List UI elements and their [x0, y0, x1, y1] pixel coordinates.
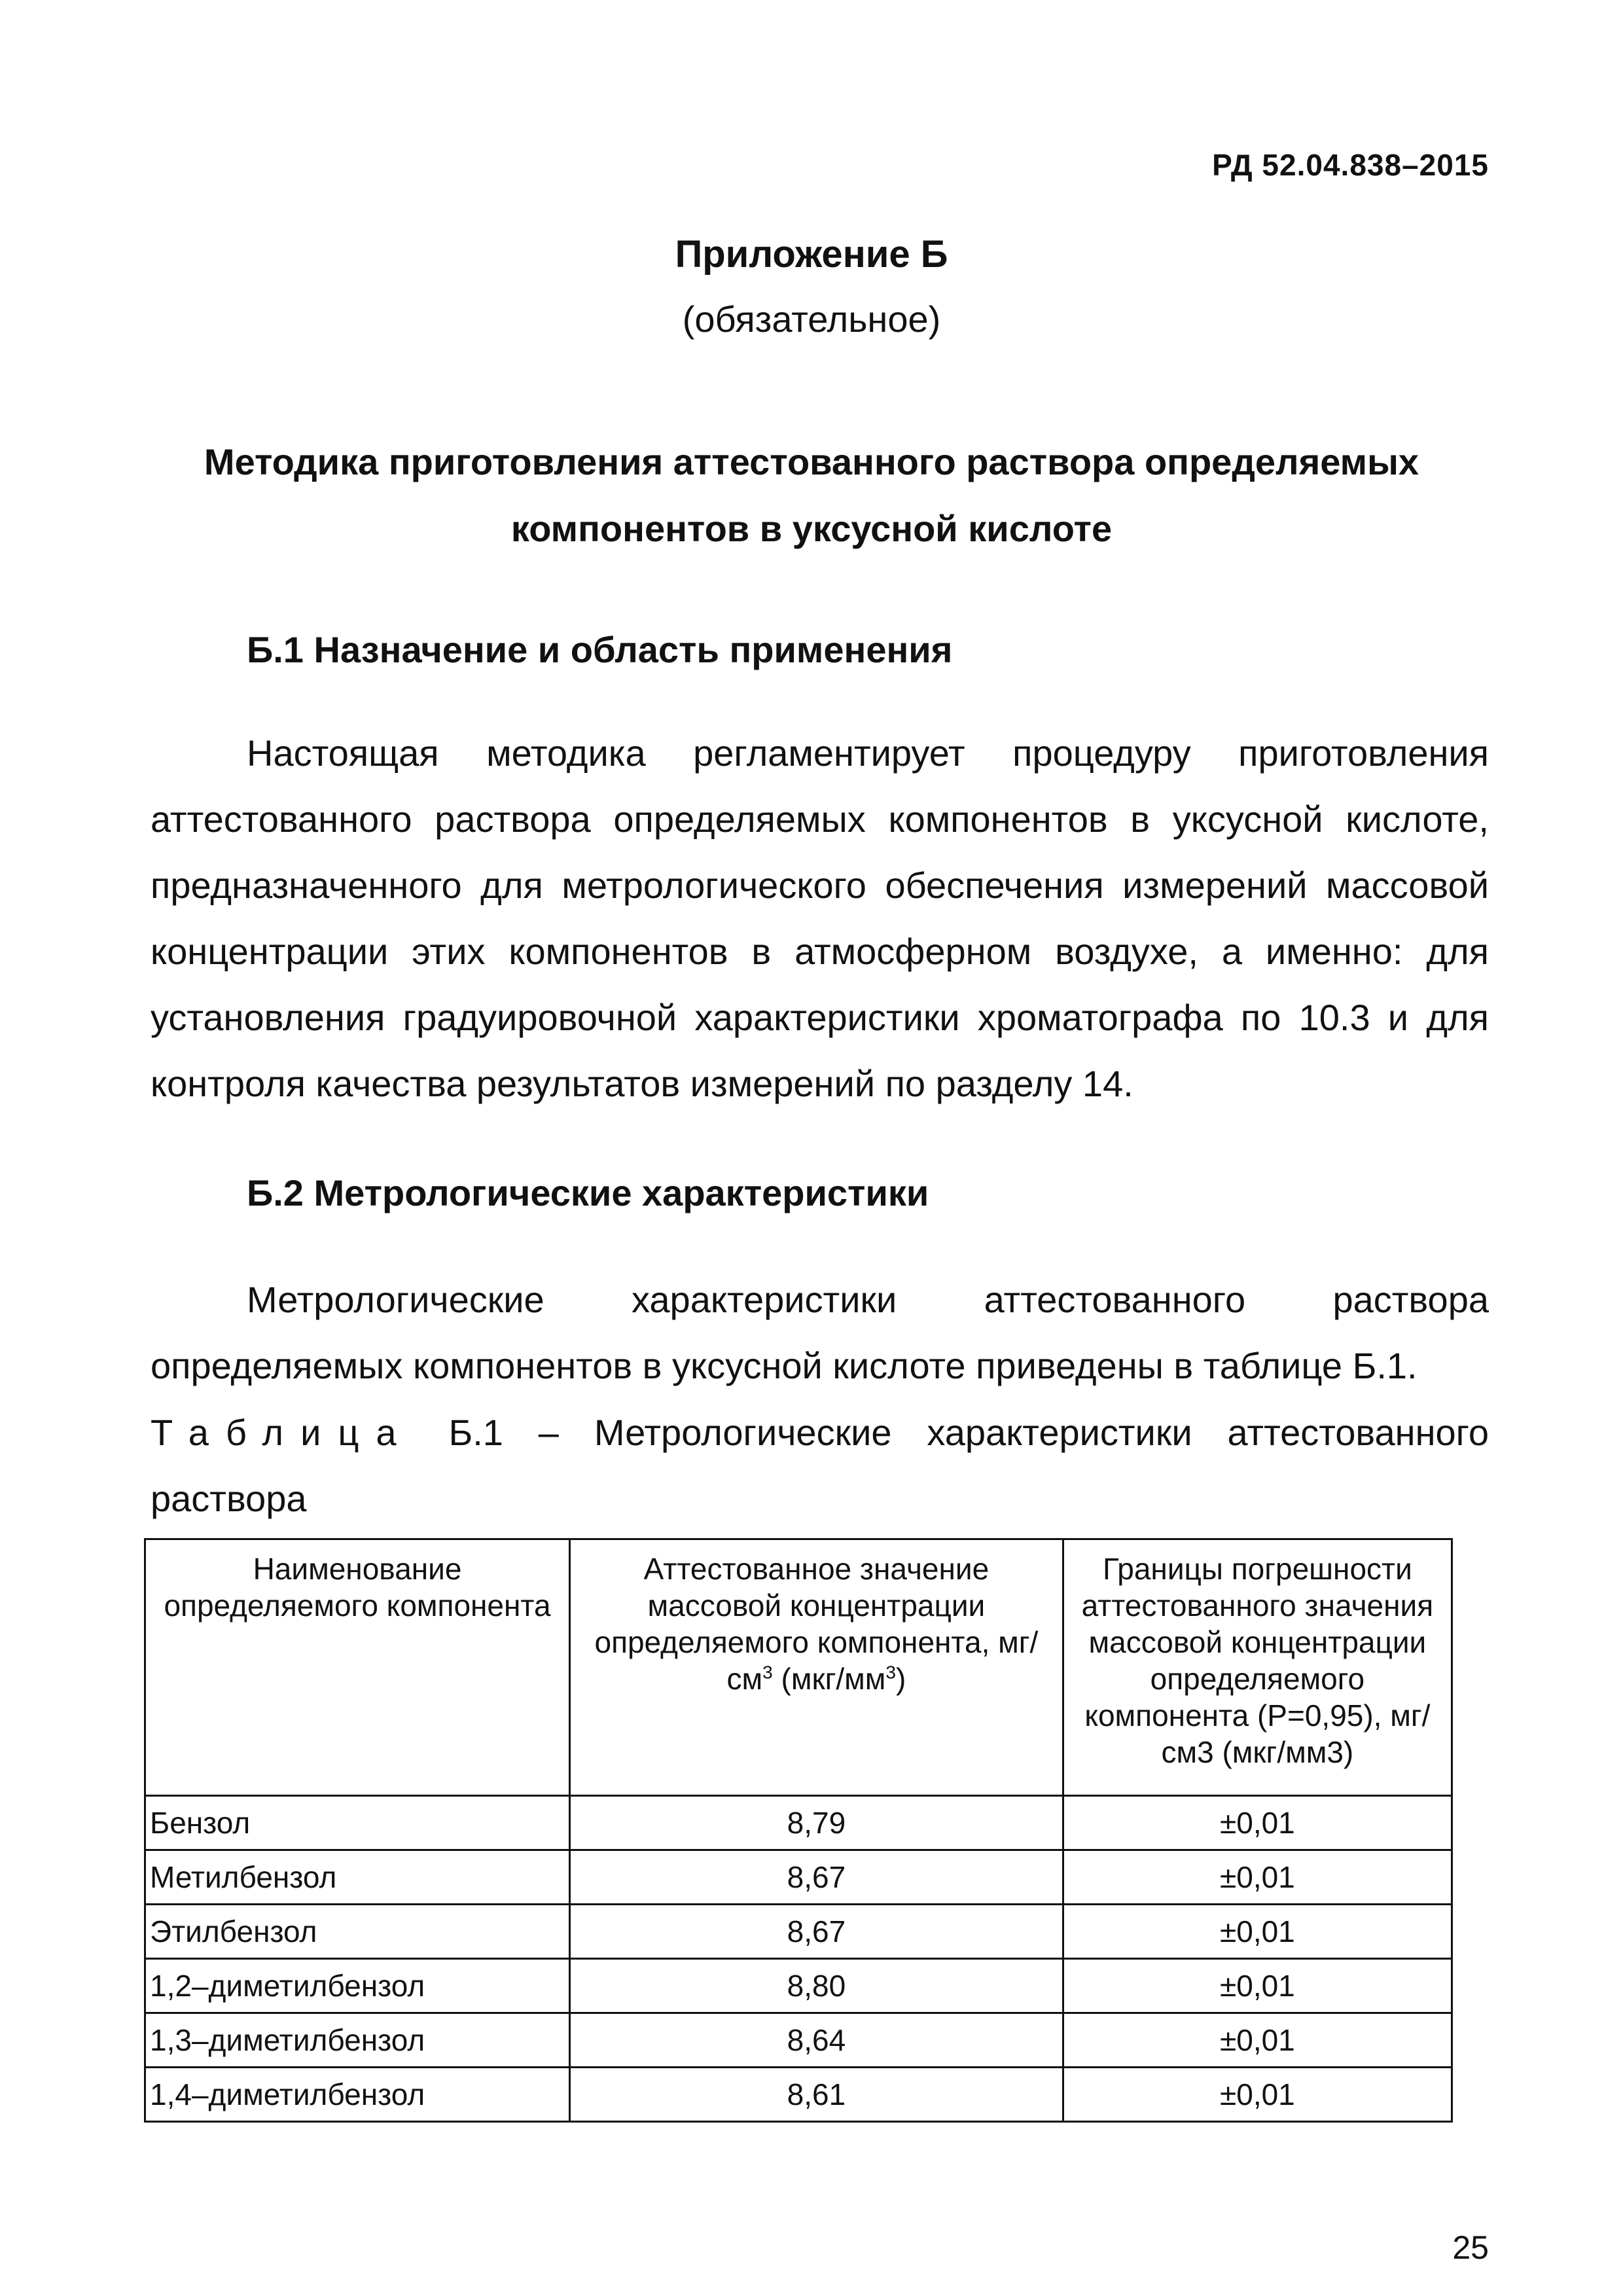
section-b1-paragraph	[151, 720, 1489, 1117]
cell-component: 1,3–диметилбензол	[145, 2013, 570, 2068]
cell-value: 8,61	[570, 2068, 1063, 2122]
header-component: Наименование определяемого компонента	[145, 1539, 570, 1796]
header-certified-value-close: )	[895, 1662, 906, 1696]
cell-value: 8,67	[570, 1905, 1063, 1959]
header-certified-value-text: Аттестованное значение массовой концентрации определяемого компонента, мг/см	[594, 1552, 1039, 1696]
cell-value: 8,67	[570, 1850, 1063, 1905]
table-header-row	[145, 1539, 1452, 1796]
table-caption-word: Таблица	[151, 1412, 414, 1453]
cell-value: 8,80	[570, 1959, 1063, 2013]
main-title: Методика приготовления аттестованного раствора определяемых компонентов в уксусной кислоте	[204, 441, 1419, 549]
table-row	[145, 1850, 1452, 1905]
cell-component: Этилбензол	[145, 1905, 570, 1959]
cell-value: 8,79	[570, 1796, 1063, 1850]
cell-error: ±0,01	[1063, 1850, 1452, 1905]
cell-error: ±0,01	[1063, 1905, 1452, 1959]
cell-error: ±0,01	[1063, 2013, 1452, 2068]
annex-status: (обязательное)	[682, 298, 941, 340]
table-row	[145, 1796, 1452, 1850]
header-error-bounds: Границы погрешности аттестованного значения массовой концентрации определяемого компонента (Р=0,95), мг/см3 (мкг/мм3)	[1063, 1539, 1452, 1796]
cell-error: ±0,01	[1063, 2068, 1452, 2122]
section-b1-text: Настоящая методика регламентирует процедуру приготовления аттестованного раствора определяемых компонентов в уксусной кислоте, предназначенного для метрологического обеспечения измерений массовой концентрации этих компонентов в атмосферном воздухе, а именно: для установления градуировочной характеристики хроматографа по 10.3 и для контроля качества результатов измерений по разделу 14.	[151, 732, 1489, 1104]
annex-title: Приложение Б	[675, 233, 948, 276]
section-b2-paragraph	[151, 1266, 1489, 1399]
section-b2-text: Метрологические характеристики аттестованного раствора определяемых компонентов в уксусной кислоте приведены в таблице Б.1.	[151, 1279, 1489, 1386]
metrological-table	[144, 1538, 1453, 2123]
header-certified-value-unit: (мкг/мм	[772, 1662, 886, 1696]
cell-component: 1,4–диметилбензол	[145, 2068, 570, 2122]
cell-error: ±0,01	[1063, 1959, 1452, 2013]
header-sup-1: 3	[762, 1662, 773, 1683]
section-b2-heading: Б.2 Метрологические характеристики	[247, 1172, 929, 1213]
table-caption	[151, 1399, 1489, 1532]
page-number: 25	[1452, 2229, 1489, 2266]
header-certified-value	[570, 1539, 1063, 1796]
cell-error: ±0,01	[1063, 1796, 1452, 1850]
cell-value: 8,64	[570, 2013, 1063, 2068]
document-number: РД 52.04.838–2015	[1212, 148, 1489, 182]
table-row	[145, 2068, 1452, 2122]
cell-component: Метилбензол	[145, 1850, 570, 1905]
cell-component: 1,2–диметилбензол	[145, 1959, 570, 2013]
header-sup-2: 3	[885, 1662, 896, 1683]
table-row	[145, 1959, 1452, 2013]
table-caption-text: Б.1 – Метрологические характеристики аттестованного раствора	[151, 1412, 1489, 1519]
section-b1-heading: Б.1 Назначение и область применения	[247, 629, 953, 670]
table-row	[145, 2013, 1452, 2068]
cell-component: Бензол	[145, 1796, 570, 1850]
table-row	[145, 1905, 1452, 1959]
